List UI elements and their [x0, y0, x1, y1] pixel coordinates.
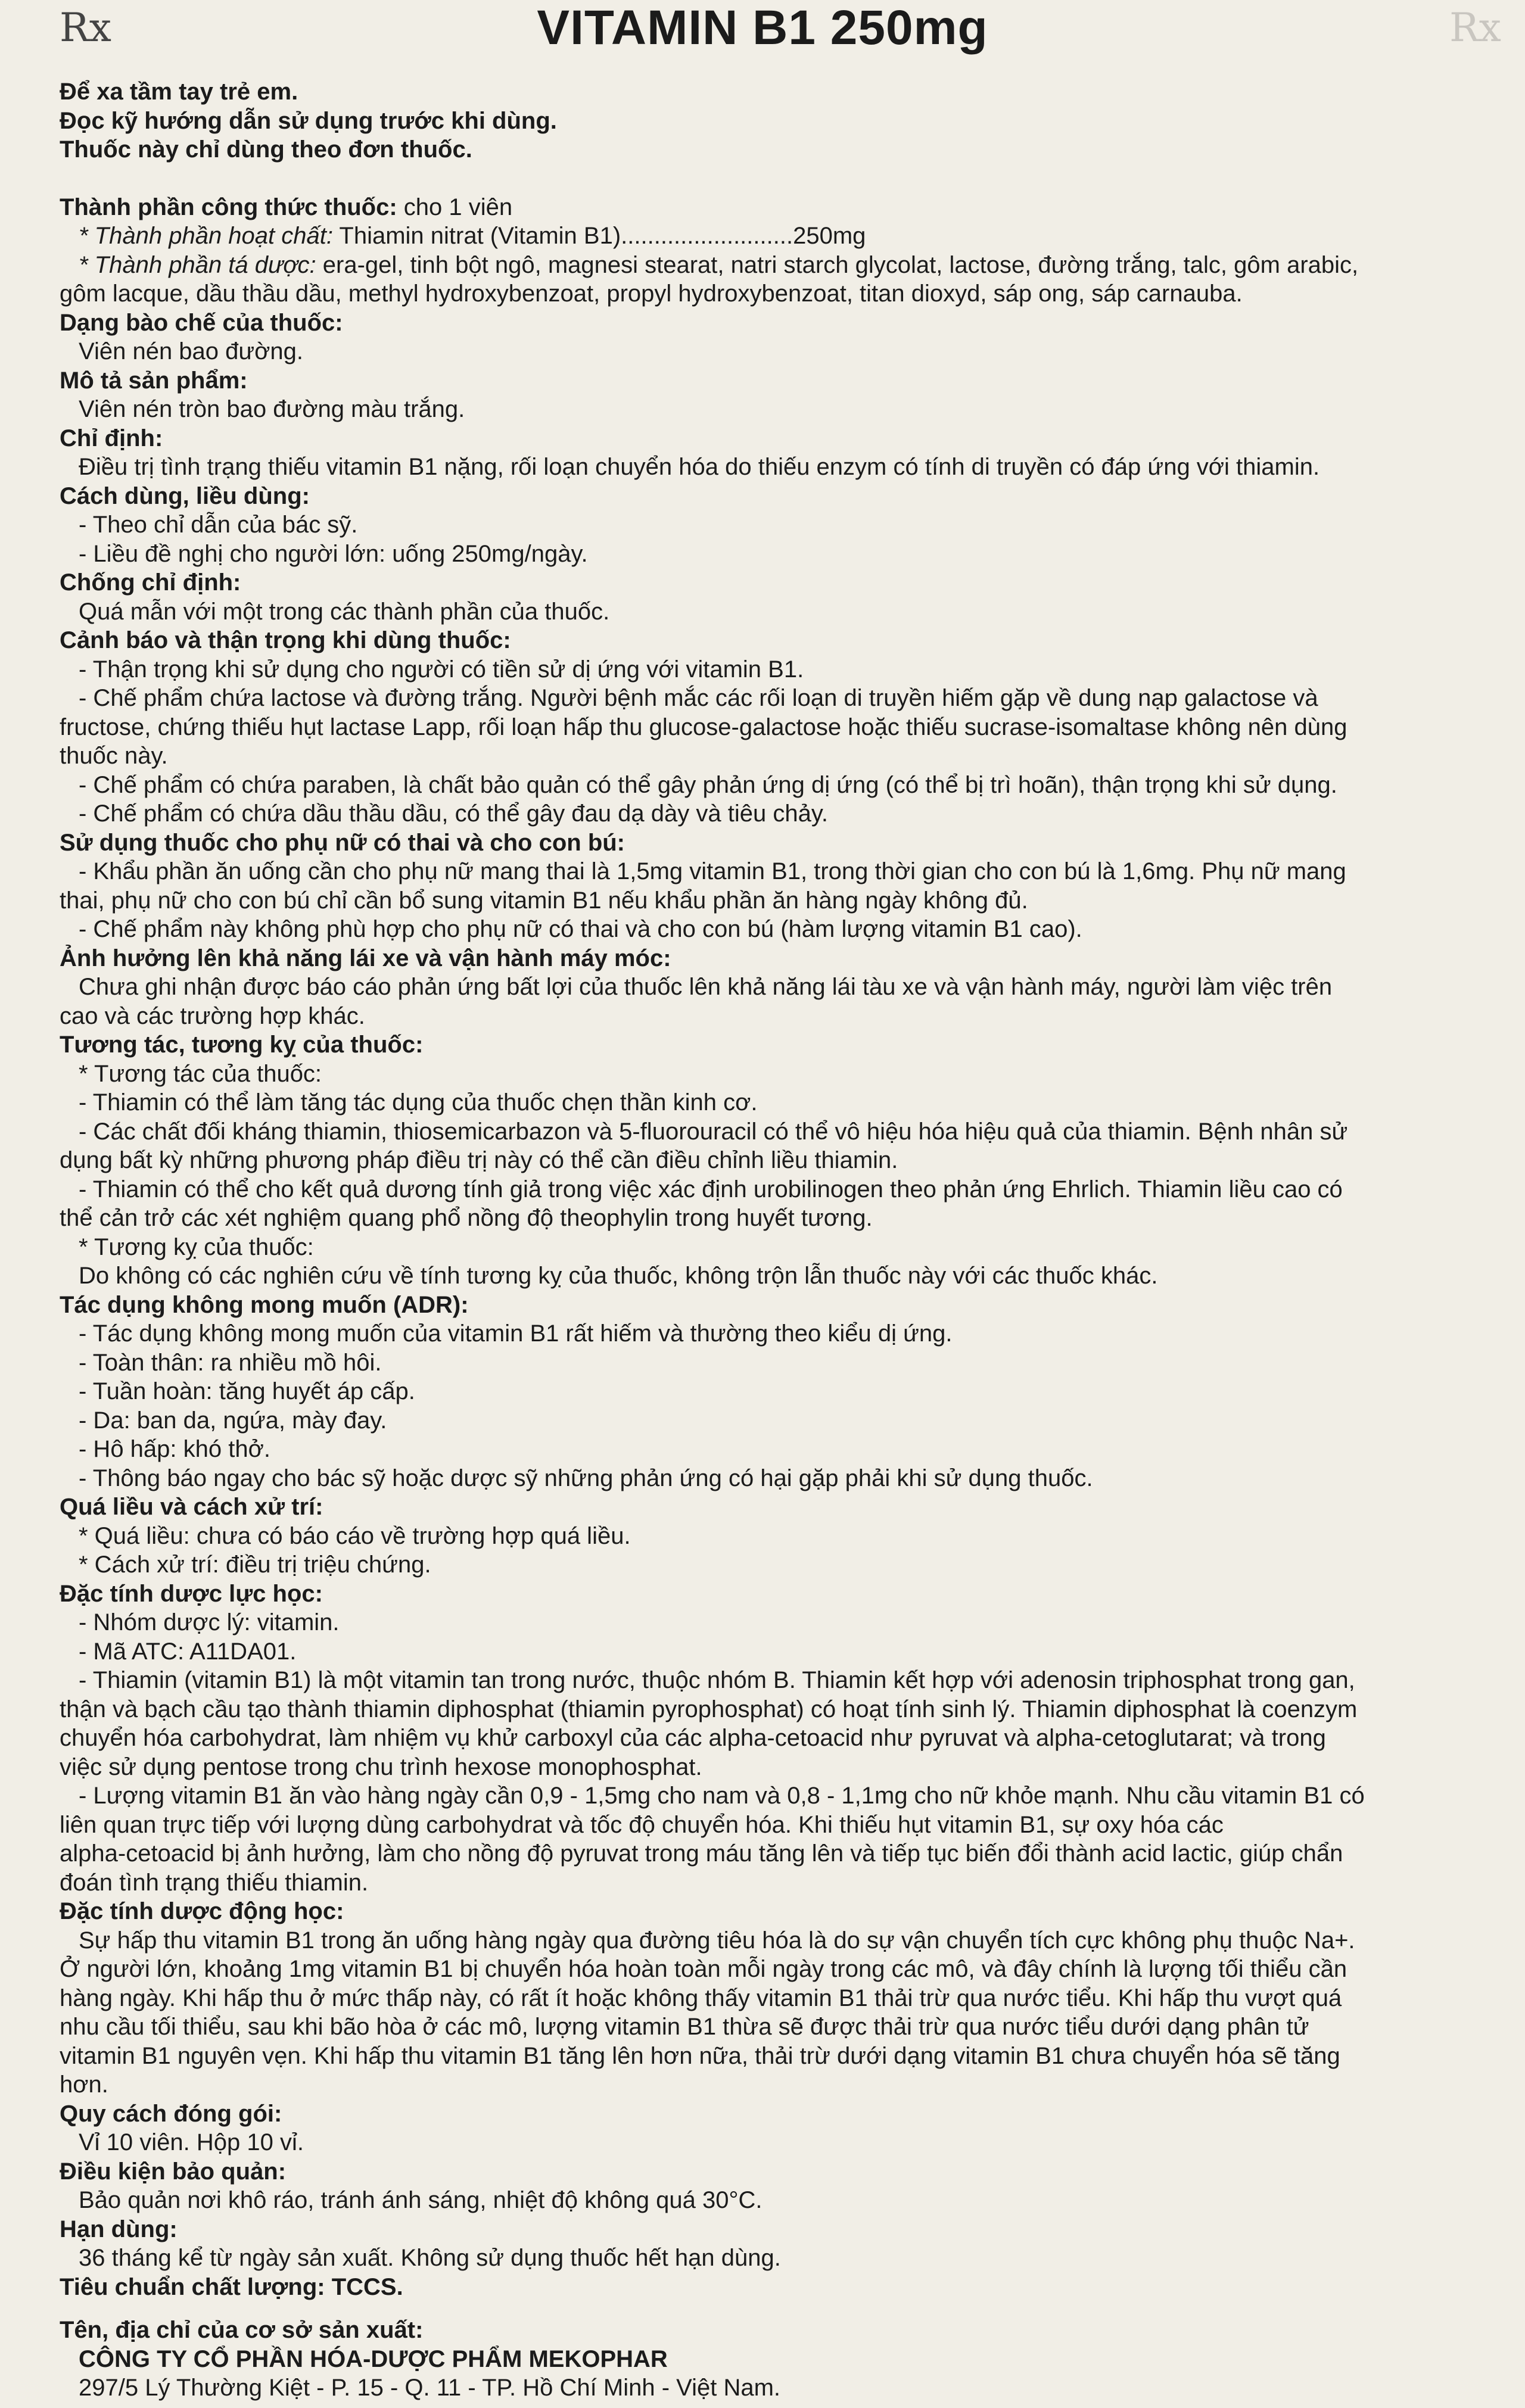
warning-line: Đọc kỹ hướng dẫn sử dụng trước khi dùng.	[60, 107, 557, 134]
list-item: * Tương kỵ của thuốc:	[79, 1233, 314, 1260]
list-item: - Da: ban da, ngứa, mày đay.	[79, 1407, 387, 1434]
list-item: - Toàn thân: ra nhiều mồ hôi.	[79, 1349, 382, 1376]
manufacturer-name: CÔNG TY CỔ PHẦN HÓA-DƯỢC PHẨM MEKOPHAR	[79, 2345, 668, 2372]
list-item-continued: thuốc này.	[60, 743, 168, 769]
list-item: - Tác dụng không mong muốn của vitamin B1 rất hiếm và thường theo kiểu dị ứng.	[79, 1320, 953, 1347]
section-heading: Ảnh hưởng lên khả năng lái xe và vận hành máy móc:	[60, 945, 671, 971]
section-heading: Tên, địa chỉ của cơ sở sản xuất:	[60, 2317, 424, 2343]
excipient-text: era-gel, tinh bột ngô, magnesi stearat, natri starch glycolat, lactose, đường trắng, talc, gôm arabic,	[316, 251, 1359, 278]
standard-value: TCCS.	[325, 2273, 403, 2300]
list-item: - Mã ATC: A11DA01.	[79, 1638, 297, 1665]
page-title: VITAMIN B1 250mg	[537, 1, 988, 55]
list-item: * Tương tác của thuốc:	[79, 1060, 322, 1087]
list-item-continued: fructose, chứng thiếu hụt lactase Lapp, rối loạn hấp thu glucose-galactose hoặc thiếu sucrase-isomaltase không nên dùng	[60, 714, 1347, 740]
section-heading: Quy cách đóng gói:	[60, 2100, 282, 2127]
list-item: - Khẩu phần ăn uống cần cho phụ nữ mang thai là 1,5mg vitamin B1, trong thời gian cho con bú là 1,6mg. Phụ nữ mang	[79, 858, 1346, 884]
list-item: - Tuần hoàn: tăng huyết áp cấp.	[79, 1378, 415, 1404]
section-text-continued: hàng ngày. Khi hấp thu ở mức thấp này, có rất ít hoặc không thấy vitamin B1 thải trừ qua nước tiểu. Khi hấp thu vượt quá	[60, 1985, 1342, 2011]
list-item: * Cách xử trí: điều trị triệu chứng.	[79, 1552, 431, 1578]
section-heading: Đặc tính dược lực học:	[60, 1580, 323, 1607]
section-heading: Mô tả sản phẩm:	[60, 367, 248, 394]
active-ingredient	[60, 222, 1495, 251]
excipients-continued: gôm lacque, dầu thầu dầu, methyl hydroxybenzoat, propyl hydroxybenzoat, titan dioxyd, sáp ong, sáp carnauba.	[60, 281, 1243, 307]
section-heading: Cảnh báo và thận trọng khi dùng thuốc:	[60, 627, 511, 653]
list-item-continued: alpha-cetoacid bị ảnh hưởng, làm cho nồng độ pyruvat trong máu tăng lên và tiếp tục biến đổi thành acid lactic, giúp chẩn	[60, 1840, 1343, 1867]
section-heading: Dạng bào chế của thuốc:	[60, 309, 343, 336]
list-item: - Theo chỉ dẫn của bác sỹ.	[79, 512, 358, 538]
list-item-continued: liên quan trực tiếp với lượng dùng carbohydrat và tốc độ chuyển hóa. Khi thiếu hụt vitamin B1, sự oxy hóa các	[60, 1811, 1224, 1838]
list-item: - Hô hấp: khó thở.	[79, 1436, 270, 1462]
list-item-continued: thận và bạch cầu tạo thành thiamin diphosphat (thiamin pyrophosphat) có hoạt tính sinh lý. Thiamin diphosphat là coenzym	[60, 1696, 1358, 1722]
standard-row	[60, 2273, 1495, 2302]
active-text: Thiamin nitrat (Vitamin B1)..........................250mg	[333, 223, 866, 249]
list-item: - Các chất đối kháng thiamin, thiosemicarbazon và 5-fluorouracil có thể vô hiệu hóa hiệu quả của thiamin. Bệnh nhân sử	[79, 1118, 1348, 1145]
section-text: 36 tháng kể từ ngày sản xuất. Không sử dụng thuốc hết hạn dùng.	[79, 2245, 781, 2271]
list-item: - Chế phẩm có chứa paraben, là chất bảo quản có thể gây phản ứng dị ứng (có thể bị trì hoãn), thận trọng khi sử dụng.	[79, 771, 1337, 798]
section-heading: Tiêu chuẩn chất lượng:	[60, 2273, 325, 2300]
section-text-continued: cao và các trường hợp khác.	[60, 1002, 365, 1029]
section-text-continued: hơn.	[60, 2071, 108, 2098]
excipients	[60, 251, 1495, 280]
list-item: - Thiamin có thể làm tăng tác dụng của thuốc chẹn thần kinh cơ.	[79, 1089, 758, 1116]
section-heading: Quá liều và cách xử trí:	[60, 1494, 323, 1520]
section-text: Chưa ghi nhận được báo cáo phản ứng bất lợi của thuốc lên khả năng lái tàu xe và vận hành máy, người làm việc trên	[79, 974, 1333, 1000]
warning-line: Để xa tầm tay trẻ em.	[60, 79, 298, 105]
composition-heading-row	[60, 193, 1495, 222]
section-heading: Thành phần công thức thuốc:	[60, 194, 397, 220]
list-item: - Chế phẩm này không phù hợp cho phụ nữ có thai và cho con bú (hàm lượng vitamin B1 cao).	[79, 916, 1082, 942]
section-text-continued: Ở người lớn, khoảng 1mg vitamin B1 bị chuyển hóa hoàn toàn mỗi ngày trong các mô, và đây chính là lượng tối thiểu cần	[60, 1956, 1347, 1982]
rx-symbol: Rx	[60, 5, 111, 51]
section-heading: Cách dùng, liều dùng:	[60, 482, 310, 509]
list-item: * Quá liều: chưa có báo cáo về trường hợp quá liều.	[79, 1522, 631, 1549]
section-text: Viên nén tròn bao đường màu trắng.	[79, 396, 465, 422]
list-item-continued: đoán tình trạng thiếu thiamin.	[60, 1869, 369, 1896]
list-item: Do không có các nghiên cứu về tính tương kỵ của thuốc, không trộn lẫn thuốc này với các thuốc khác.	[79, 1263, 1158, 1289]
section-heading: Hạn dùng:	[60, 2216, 178, 2242]
active-label: * Thành phần hoạt chất:	[79, 223, 333, 249]
section-text: Vỉ 10 viên. Hộp 10 vỉ.	[79, 2129, 304, 2155]
manufacturer-address: 297/5 Lý Thường Kiệt - P. 15 - Q. 11 - TP. Hồ Chí Minh - Việt Nam.	[79, 2375, 781, 2401]
section-heading: Tác dụng không mong muốn (ADR):	[60, 1291, 469, 1318]
section-text: Viên nén bao đường.	[79, 338, 304, 365]
list-item-continued: việc sử dụng pentose trong chu trình hexose monophosphat.	[60, 1753, 702, 1780]
section-text-continued: nhu cầu tối thiểu, sau khi bão hòa ở các mô, lượng vitamin B1 thừa sẽ được thải trừ qua nước tiểu dưới dạng phân tử	[60, 2014, 1309, 2040]
excipient-label: * Thành phần tá dược:	[79, 251, 316, 278]
leaflet-body	[60, 77, 1495, 2403]
section-heading: Chống chỉ định:	[60, 569, 241, 596]
section-text: Điều trị tình trạng thiếu vitamin B1 nặng, rối loạn chuyển hóa do thiếu enzym có tính di truyền có đáp ứng với thiamin.	[79, 454, 1320, 480]
list-item-continued: dụng bất kỳ những phương pháp điều trị này có thể cần điều chỉnh liều thiamin.	[60, 1147, 898, 1173]
list-item-continued: thể cản trở các xét nghiệm quang phổ nồng độ theophylin trong huyết tương.	[60, 1205, 873, 1231]
list-item: - Nhóm dược lý: vitamin.	[79, 1609, 340, 1636]
composition-unit: cho 1 viên	[397, 194, 513, 220]
list-item-continued: thai, phụ nữ cho con bú chỉ cần bổ sung vitamin B1 nếu khẩu phần ăn hàng ngày không đủ.	[60, 887, 1028, 914]
list-item: - Lượng vitamin B1 ăn vào hàng ngày cần 0,9 - 1,5mg cho nam và 0,8 - 1,1mg cho nữ khỏe mạnh. Nhu cầu vitamin B1 có	[79, 1783, 1365, 1809]
warning-line: Thuốc này chỉ dùng theo đơn thuốc.	[60, 136, 472, 163]
section-text-continued: vitamin B1 nguyên vẹn. Khi hấp thu vitamin B1 tăng lên hơn nữa, thải trừ dưới dạng vitamin B1 chưa chuyển hóa sẽ tăng	[60, 2042, 1340, 2069]
section-heading: Điều kiện bảo quản:	[60, 2158, 287, 2185]
list-item-continued: chuyển hóa carbohydrat, làm nhiệm vụ khử carboxyl của các alpha-cetoacid như pyruvat và alpha-cetoglutarat; và trong	[60, 1725, 1326, 1751]
list-item: - Chế phẩm chứa lactose và đường trắng. Người bệnh mắc các rối loạn di truyền hiếm gặp về dung nạp galactose và	[79, 685, 1318, 711]
section-heading: Đặc tính dược động học:	[60, 1898, 344, 1924]
section-text: Bảo quản nơi khô ráo, tránh ánh sáng, nhiệt độ không quá 30°C.	[79, 2187, 762, 2213]
rx-symbol-mirrored: Rx	[1449, 5, 1501, 51]
section-text: Quá mẫn với một trong các thành phần của thuốc.	[79, 598, 610, 625]
list-item: - Thông báo ngay cho bác sỹ hoặc dược sỹ những phản ứng có hại gặp phải khi sử dụng thuốc.	[79, 1465, 1093, 1491]
list-item: - Thiamin (vitamin B1) là một vitamin tan trong nước, thuộc nhóm B. Thiamin kết hợp với adenosin triphosphat trong gan,	[79, 1667, 1355, 1693]
section-heading: Tương tác, tương kỵ của thuốc:	[60, 1032, 424, 1058]
section-heading: Chỉ định:	[60, 425, 163, 451]
list-item: - Chế phẩm có chứa dầu thầu dầu, có thể gây đau dạ dày và tiêu chảy.	[79, 800, 828, 827]
list-item: - Thận trọng khi sử dụng cho người có tiền sử dị ứng với vitamin B1.	[79, 656, 804, 683]
list-item: - Liều đề nghị cho người lớn: uống 250mg/ngày.	[79, 540, 588, 567]
section-heading: Sử dụng thuốc cho phụ nữ có thai và cho con bú:	[60, 829, 625, 856]
section-text: Sự hấp thu vitamin B1 trong ăn uống hàng ngày qua đường tiêu hóa là do sự vận chuyển tích cực không phụ thuộc Na+.	[79, 1927, 1355, 1954]
list-item: - Thiamin có thể cho kết quả dương tính giả trong việc xác định urobilinogen theo phản ứng Ehrlich. Thiamin liều cao có	[79, 1176, 1343, 1203]
